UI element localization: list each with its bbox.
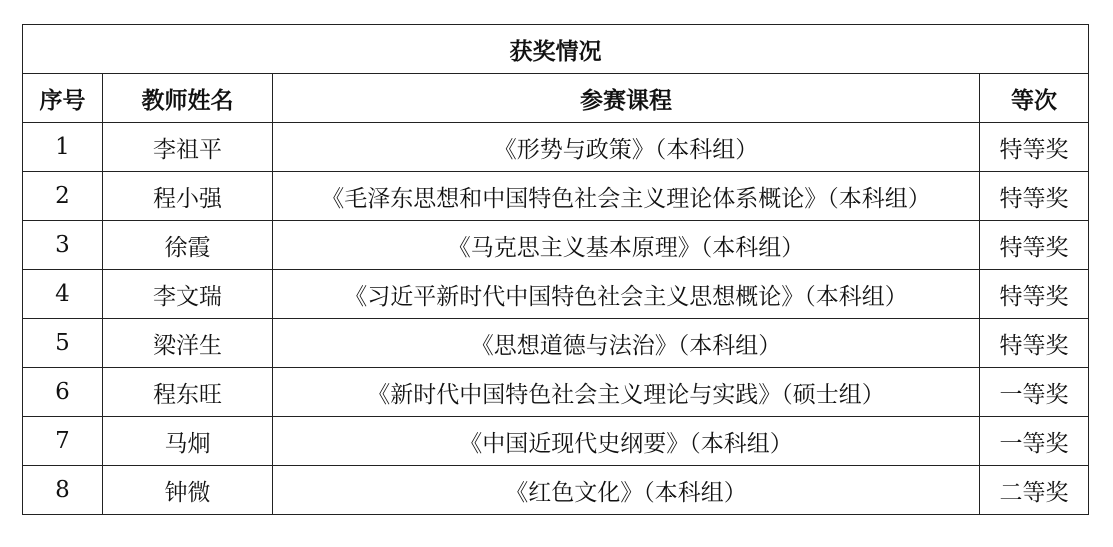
header-rank: 等次 (980, 74, 1089, 123)
cell-teacher: 马炯 (103, 417, 273, 466)
table-row (23, 417, 1089, 466)
cell-index: 7 (23, 417, 103, 466)
table-row (23, 270, 1089, 319)
cell-rank: 特等奖 (980, 123, 1089, 172)
cell-rank: 一等奖 (980, 417, 1089, 466)
table-header-row (23, 74, 1089, 123)
awards-table-container (22, 24, 1089, 515)
cell-course: 《红色文化》（本科组） (273, 466, 980, 515)
cell-course: 《思想道德与法治》（本科组） (273, 319, 980, 368)
table-row (23, 221, 1089, 270)
cell-index: 1 (23, 123, 103, 172)
cell-rank: 特等奖 (980, 319, 1089, 368)
cell-rank: 一等奖 (980, 368, 1089, 417)
awards-table (22, 24, 1089, 515)
table-title: 获奖情况 (23, 25, 1089, 74)
cell-rank: 特等奖 (980, 221, 1089, 270)
header-course: 参赛课程 (273, 74, 980, 123)
cell-teacher: 李文瑞 (103, 270, 273, 319)
cell-index: 3 (23, 221, 103, 270)
cell-index: 6 (23, 368, 103, 417)
header-teacher: 教师姓名 (103, 74, 273, 123)
cell-index: 8 (23, 466, 103, 515)
table-row (23, 172, 1089, 221)
cell-course: 《新时代中国特色社会主义理论与实践》（硕士组） (273, 368, 980, 417)
cell-teacher: 钟微 (103, 466, 273, 515)
cell-index: 2 (23, 172, 103, 221)
table-row (23, 319, 1089, 368)
cell-rank: 特等奖 (980, 270, 1089, 319)
cell-course: 《马克思主义基本原理》（本科组） (273, 221, 980, 270)
cell-course: 《习近平新时代中国特色社会主义思想概论》（本科组） (273, 270, 980, 319)
header-index: 序号 (23, 74, 103, 123)
cell-teacher: 李祖平 (103, 123, 273, 172)
cell-teacher: 徐霞 (103, 221, 273, 270)
cell-teacher: 程小强 (103, 172, 273, 221)
cell-teacher: 梁洋生 (103, 319, 273, 368)
table-row (23, 466, 1089, 515)
table-row (23, 123, 1089, 172)
cell-course: 《形势与政策》（本科组） (273, 123, 980, 172)
cell-course: 《毛泽东思想和中国特色社会主义理论体系概论》（本科组） (273, 172, 980, 221)
cell-rank: 二等奖 (980, 466, 1089, 515)
cell-index: 4 (23, 270, 103, 319)
table-row (23, 368, 1089, 417)
table-title-row (23, 25, 1089, 74)
cell-index: 5 (23, 319, 103, 368)
cell-teacher: 程东旺 (103, 368, 273, 417)
cell-rank: 特等奖 (980, 172, 1089, 221)
cell-course: 《中国近现代史纲要》（本科组） (273, 417, 980, 466)
